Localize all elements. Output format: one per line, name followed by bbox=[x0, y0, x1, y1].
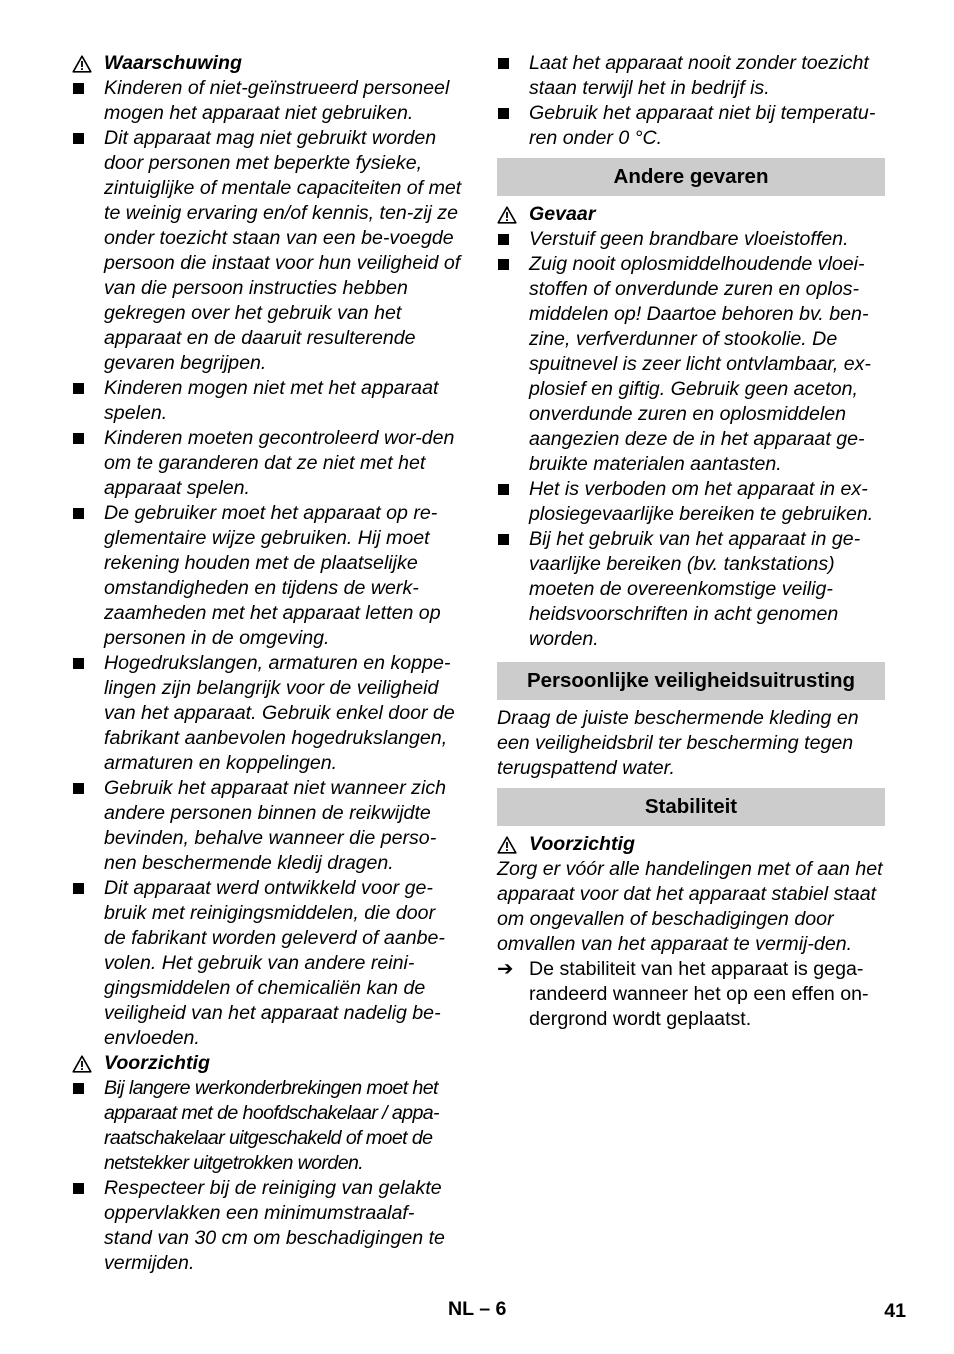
footer-section-number: – 6 bbox=[479, 1298, 507, 1320]
warning-triangle-icon bbox=[72, 55, 104, 73]
stability-caution-title: Voorzichtig bbox=[529, 833, 635, 855]
stability-result-text: De stabiliteit van het apparaat is gega-randeerd wanneer het op een effen on-dergrond wordt geplaatst. bbox=[529, 958, 869, 1030]
list-item: Hogedrukslangen, armaturen en koppe-lingen zijn belangrijk voor de veiligheid van het apparaat. Gebruik enkel door de fabrikant aanbevolen hogedrukslangen, armaturen en koppelingen. bbox=[72, 651, 462, 776]
warning-heading bbox=[72, 51, 462, 76]
list-item: De gebruiker moet het apparaat op re-glementaire wijze gebruiken. Hij moet rekening houden met de plaatselijke omstandigheden en tijdens de werk-zaamheden met het apparaat letten op personen in de omgeving. bbox=[72, 501, 462, 651]
list-item: Verstuif geen brandbare vloeistoffen. bbox=[497, 227, 885, 252]
warning-list bbox=[72, 76, 462, 1051]
stability-result-item bbox=[497, 957, 885, 1032]
left-column bbox=[72, 51, 462, 1276]
stability-paragraph: Zorg er vóór alle handelingen met of aan het apparaat voor dat het apparaat stabiel staat om ongevallen of beschadigingen door omvallen van het apparaat te vermij-den. bbox=[497, 858, 883, 955]
right-column bbox=[497, 51, 885, 1032]
list-item: Kinderen moeten gecontroleerd wor-den om te garanderen dat ze niet met het apparaat spelen. bbox=[72, 426, 462, 501]
list-item: Respecteer bij de reiniging van gelakte oppervlakken een minimumstraalaf-stand van 30 cm om beschadigingen te vermijden. bbox=[72, 1176, 462, 1276]
list-item: Gebruik het apparaat niet bij temperatu-ren onder 0 °C. bbox=[497, 101, 885, 151]
ppe-paragraph: Draag de juiste beschermende kleding en een veiligheidsbril ter bescherming tegen terugspattend water. bbox=[497, 707, 859, 779]
caution-title: Voorzichtig bbox=[104, 1052, 210, 1074]
danger-list bbox=[497, 227, 885, 652]
warning-triangle-icon bbox=[497, 206, 529, 224]
list-item: Gebruik het apparaat niet wanneer zich andere personen binnen de reikwijdte bevinden, behalve wanneer die perso-nen beschermende kledij dragen. bbox=[72, 776, 462, 876]
list-item: Bij langere werkonderbrekingen moet het apparaat met de hoofdschakelaar / appa-raatschakelaar uitgeschakeld of moet de netstekker uitgetrokken worden. bbox=[72, 1076, 462, 1176]
footer-language: NL bbox=[448, 1298, 474, 1320]
danger-title: Gevaar bbox=[529, 203, 596, 225]
list-item: Bij het gebruik van het apparaat in ge-vaarlijke bereiken (bv. tankstations) moeten de overeenkomstige veilig-heidsvoorschriften in acht genomen worden. bbox=[497, 527, 885, 652]
section-heading-ppe: Persoonlijke veiligheidsuitrusting bbox=[497, 662, 885, 700]
list-item: Zuig nooit oplosmiddelhoudende vloei-stoffen of onverdunde zuren en oplos-middelen op! Daartoe behoren bv. ben-zine, verfverdunner of stookolie. De spuitnevel is zeer licht ontvlambaar, ex-plosief en giftig. Gebruik geen aceton, onverdunde zuren en oplosmiddelen aangezien deze de in het apparaat ge-bruikte materialen aantasten. bbox=[497, 252, 885, 477]
list-item: Dit apparaat werd ontwikkeld voor ge-bruik met reinigingsmiddelen, die door de fabrikant worden geleverd of aanbe-volen. Het gebruik van andere reini-gingsmiddelen of chemicaliën kan de veiligheid van het apparaat nadelig be-envloeden. bbox=[72, 876, 462, 1051]
page-number: 41 bbox=[884, 1300, 906, 1322]
list-item: Kinderen mogen niet met het apparaat spelen. bbox=[72, 376, 462, 426]
list-item: Laat het apparaat nooit zonder toezicht staan terwijl het in bedrijf is. bbox=[497, 51, 885, 101]
warning-triangle-icon bbox=[72, 1055, 104, 1073]
section-heading-stability: Stabiliteit bbox=[497, 788, 885, 826]
list-item: Het is verboden om het apparaat in ex-plosiegevaarlijke bereiken te gebruiken. bbox=[497, 477, 885, 527]
list-item: Dit apparaat mag niet gebruikt worden door personen met beperkte fysieke, zintuiglijke of mentale capaciteiten of met te weinig ervaring en/of kennis, ten-zij ze onder toezicht staan van een be-voegde persoon die instaat voor hun veiligheid of van die persoon instructies hebben gekregen over het gebruik van het apparaat en de daaruit resulterende gevaren begrijpen. bbox=[72, 126, 462, 376]
list-item: Kinderen of niet-geïnstrueerd personeel mogen het apparaat niet gebruiken. bbox=[72, 76, 462, 126]
stability-caution-heading bbox=[497, 832, 885, 857]
caution-list bbox=[72, 1076, 462, 1276]
section-heading-other-dangers: Andere gevaren bbox=[497, 158, 885, 196]
caution-heading bbox=[72, 1051, 462, 1076]
footer-section-page bbox=[448, 1297, 506, 1322]
danger-heading bbox=[497, 202, 885, 227]
warning-triangle-icon bbox=[497, 836, 529, 854]
arrow-right-icon: ➔ bbox=[497, 958, 514, 980]
operation-list bbox=[497, 51, 885, 151]
warning-title: Waarschuwing bbox=[104, 52, 242, 74]
